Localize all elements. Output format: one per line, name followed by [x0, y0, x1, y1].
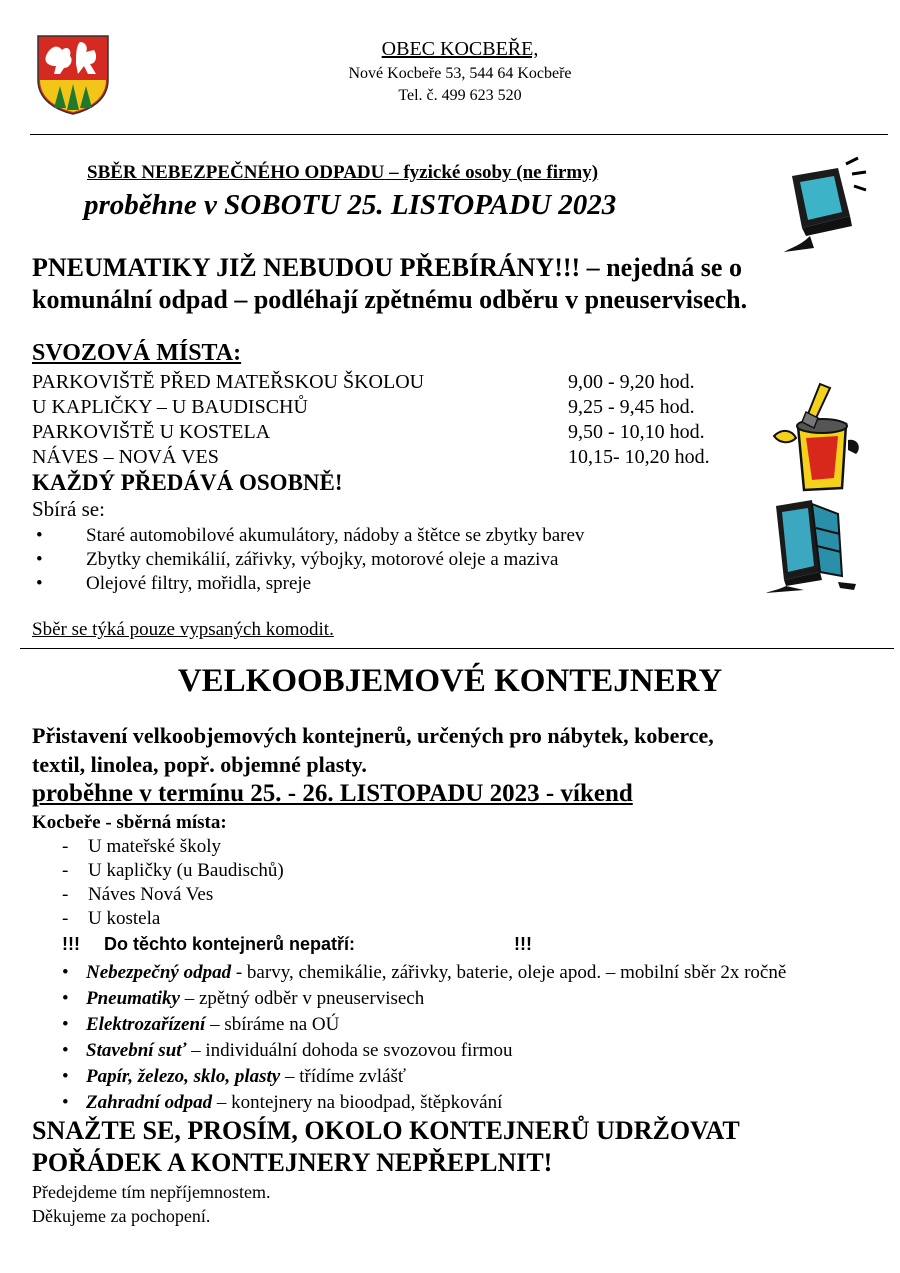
- dash-icon: -: [62, 908, 69, 929]
- list-item-text: [86, 1066, 406, 1088]
- list-item-text: [86, 962, 786, 984]
- list-item-text: U kapličky (u Baudischů): [88, 860, 284, 881]
- bullet-icon: •: [36, 549, 43, 570]
- monitor-clipart-icon: [780, 156, 870, 256]
- divider: [30, 134, 888, 135]
- tires-warning-line-2: komunální odpad – podléhají zpětnému odběru v pneuservisech.: [32, 285, 748, 314]
- collected-label: Sbírá se:: [32, 497, 105, 521]
- list-item-text: [86, 1040, 513, 1062]
- list-item-text: U kostela: [88, 908, 161, 929]
- bullet-icon: •: [36, 525, 43, 546]
- excluded-text: - barvy, chemikálie, zářivky, baterie, oleje apod. – mobilní sběr 2x ročně: [231, 962, 787, 983]
- dash-icon: -: [62, 884, 69, 905]
- excluded-text: – třídíme zvlášť: [280, 1066, 407, 1087]
- place-time: 9,50 - 10,10 hod.: [568, 421, 705, 443]
- appeal-line-2: POŘÁDEK A KONTEJNERY NEPŘEPLNIT!: [32, 1148, 553, 1177]
- excluded-text: – zpětný odběr v pneuservisech: [179, 988, 425, 1009]
- bullet-icon: •: [62, 1040, 69, 1061]
- list-item-text: [86, 988, 424, 1010]
- municipality-name: OBEC KOCBEŘE,: [381, 38, 539, 60]
- excluded-term: Elektrozařízení: [86, 1014, 206, 1035]
- hazardous-heading-note: – fyzické osoby (ne firmy): [384, 162, 599, 183]
- dash-icon: -: [62, 860, 69, 881]
- list-item-text: U mateřské školy: [88, 836, 221, 857]
- divider: [20, 648, 894, 649]
- list-item-text: Náves Nová Ves: [88, 884, 214, 905]
- bullet-icon: •: [62, 1092, 69, 1113]
- closing-line-2: Děkujeme za pochopení.: [32, 1206, 211, 1226]
- hazardous-heading: [87, 162, 598, 184]
- containers-title: VELKOOBJEMOVÉ KONTEJNERY: [177, 663, 723, 699]
- excluded-term: Nebezpečný odpad: [86, 962, 232, 983]
- exclamation-suffix: !!!: [514, 934, 532, 954]
- not-allowed-text: Do těchto kontejnerů nepatří:: [104, 934, 356, 954]
- bullet-icon: •: [62, 962, 69, 983]
- municipality-address: Nové Kocbeře 53, 544 64 Kocbeře: [348, 65, 572, 82]
- closing-line-1: Předejdeme tím nepříjemnostem.: [32, 1182, 271, 1202]
- place-name: PARKOVIŠTĚ U KOSTELA: [32, 421, 271, 443]
- hazardous-footer-note: Sběr se týká pouze vypsaných komodit.: [32, 619, 334, 640]
- bullet-icon: •: [62, 988, 69, 1009]
- appeal-line-1: SNAŽTE SE, PROSÍM, OKOLO KONTEJNERŮ UDRŽOVAT: [32, 1116, 740, 1145]
- personal-handover-note: KAŽDÝ PŘEDÁVÁ OSOBNĚ!: [32, 470, 343, 495]
- excluded-term: Zahradní odpad: [86, 1092, 213, 1113]
- containers-intro-line-1: Přistavení velkoobjemových kontejnerů, určených pro nábytek, koberce,: [32, 723, 714, 748]
- not-allowed-heading: [62, 934, 562, 960]
- excluded-text: – individuální dohoda se svozovou firmou: [186, 1040, 513, 1061]
- list-item-text: Zbytky chemikálií, zářivky, výbojky, motorové oleje a maziva: [86, 549, 559, 570]
- excluded-text: – sbíráme na OÚ: [205, 1014, 340, 1035]
- bullet-icon: •: [62, 1014, 69, 1035]
- places-heading: SVOZOVÁ MÍSTA:: [32, 340, 242, 366]
- list-item-text: Olejové filtry, mořidla, spreje: [86, 573, 312, 594]
- list-item-text: Staré automobilové akumulátory, nádoby a štětce se zbytky barev: [86, 525, 585, 546]
- hazardous-date: proběhne v SOBOTU 25. LISTOPADU 2023: [84, 189, 617, 221]
- paint-bucket-clipart-icon: [768, 378, 866, 496]
- containers-intro-line-2: textil, linolea, popř. objemné plasty.: [32, 752, 367, 777]
- place-name: NÁVES – NOVÁ VES: [32, 446, 219, 468]
- bullet-icon: •: [36, 573, 43, 594]
- fridge-clipart-icon: [764, 498, 860, 594]
- municipality-phone: Tel. č. 499 623 520: [398, 87, 522, 104]
- hazardous-heading-text: SBĚR NEBEZPEČNÉHO ODPADU: [87, 162, 385, 183]
- excluded-text: – kontejnery na bioodpad, štěpkování: [212, 1092, 503, 1113]
- excluded-term: Pneumatiky: [86, 988, 180, 1009]
- list-item-text: [86, 1014, 339, 1036]
- place-name: PARKOVIŠTĚ PŘED MATEŘSKOU ŠKOLOU: [32, 371, 425, 393]
- place-name: U KAPLIČKY – U BAUDISCHŮ: [32, 396, 308, 418]
- excluded-term: Stavební suť: [86, 1040, 187, 1061]
- exclamation-prefix: !!!: [62, 934, 80, 954]
- containers-places-heading: Kocbeře - sběrná místa:: [32, 812, 227, 833]
- bullet-icon: •: [62, 1066, 69, 1087]
- dash-icon: -: [62, 836, 69, 857]
- excluded-term: Papír, železo, sklo, plasty: [86, 1066, 281, 1087]
- place-time: 10,15- 10,20 hod.: [568, 446, 710, 468]
- tires-warning-line-1: PNEUMATIKY JIŽ NEBUDOU PŘEBÍRÁNY!!! – nejedná se o: [32, 253, 742, 282]
- containers-date: proběhne v termínu 25. - 26. LISTOPADU 2023 - víkend: [32, 780, 633, 807]
- place-time: 9,00 - 9,20 hod.: [568, 371, 695, 393]
- place-time: 9,25 - 9,45 hod.: [568, 396, 695, 418]
- list-item-text: [86, 1092, 502, 1114]
